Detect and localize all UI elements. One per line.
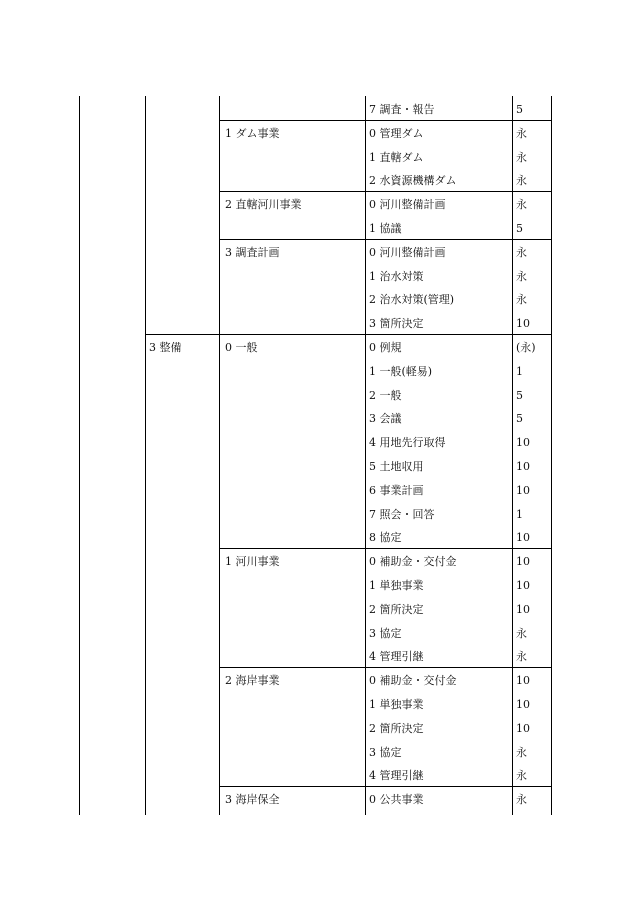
retention-period: 5	[516, 412, 523, 425]
row-separator	[219, 548, 552, 549]
column-divider	[79, 96, 80, 815]
retention-period: 永	[516, 746, 527, 759]
retention-period: 1	[516, 365, 523, 378]
retention-period: 永	[516, 769, 527, 782]
retention-period: 10	[516, 484, 530, 497]
item-label: 3 協定	[369, 627, 402, 640]
row-separator	[219, 191, 552, 192]
retention-period: 10	[516, 722, 530, 735]
item-label: 6 事業計画	[369, 484, 424, 497]
retention-period: 10	[516, 579, 530, 592]
retention-period: 10	[516, 555, 530, 568]
item-label: 0 補助金・交付金	[369, 674, 457, 687]
item-label: 4 用地先行取得	[369, 436, 446, 449]
retention-period: 永	[516, 793, 527, 806]
item-label: 2 一般	[369, 389, 402, 402]
retention-period: 永	[516, 198, 527, 211]
item-label: 0 補助金・交付金	[369, 555, 457, 568]
item-label: 1 一般(軽易)	[369, 365, 433, 378]
retention-period: 永	[516, 151, 527, 164]
item-label: 0 河川整備計画	[369, 198, 446, 211]
level3-label: 1 ダム事業	[225, 127, 280, 140]
level3-label: 3 海岸保全	[225, 793, 280, 806]
retention-period: 永	[516, 293, 527, 306]
item-label: 2 箇所決定	[369, 722, 424, 735]
item-label: 0 河川整備計画	[369, 246, 446, 259]
item-label: 3 協定	[369, 746, 402, 759]
retention-period: 5	[516, 389, 523, 402]
level3-label: 2 直轄河川事業	[225, 198, 302, 211]
item-label: 1 単独事業	[369, 579, 424, 592]
retention-period: 永	[516, 650, 527, 663]
retention-period: 5	[516, 103, 523, 116]
column-divider	[365, 96, 366, 815]
item-label: 8 協定	[369, 531, 402, 544]
item-label: 4 管理引継	[369, 650, 424, 663]
level3-label: 1 河川事業	[225, 555, 280, 568]
item-label: 3 会議	[369, 412, 402, 425]
item-label: 4 管理引継	[369, 769, 424, 782]
retention-period: 5	[516, 222, 523, 235]
level3-label: 0 一般	[225, 341, 258, 354]
item-label: 1 治水対策	[369, 270, 424, 283]
retention-period: 永	[516, 174, 527, 187]
retention-period: 10	[516, 698, 530, 711]
retention-period: 10	[516, 531, 530, 544]
retention-period: 永	[516, 127, 527, 140]
column-divider	[512, 96, 513, 815]
column-divider	[551, 96, 552, 815]
column-divider	[219, 96, 220, 815]
item-label: 1 直轄ダム	[369, 151, 424, 164]
retention-period: 10	[516, 603, 530, 616]
item-label: 3 箇所決定	[369, 317, 424, 330]
row-separator	[145, 334, 552, 335]
item-label: 0 公共事業	[369, 793, 424, 806]
item-label: 1 単独事業	[369, 698, 424, 711]
item-label: 2 水資源機構ダム	[369, 174, 457, 187]
item-label: 7 照会・回答	[369, 508, 435, 521]
item-label: 7 調査・報告	[369, 103, 435, 116]
item-label: 2 治水対策(管理)	[369, 293, 455, 306]
row-separator	[219, 667, 552, 668]
item-label: 1 協議	[369, 222, 402, 235]
retention-period: 1	[516, 508, 523, 521]
retention-period: 10	[516, 436, 530, 449]
retention-period: (永)	[516, 341, 536, 354]
level3-label: 2 海岸事業	[225, 674, 280, 687]
retention-period: 10	[516, 317, 530, 330]
row-separator	[219, 120, 552, 121]
retention-period: 10	[516, 460, 530, 473]
retention-period: 永	[516, 627, 527, 640]
column-divider	[145, 96, 146, 815]
retention-period: 10	[516, 674, 530, 687]
row-separator	[219, 786, 552, 787]
level3-label: 3 調査計画	[225, 246, 280, 259]
item-label: 5 土地収用	[369, 460, 424, 473]
retention-period: 永	[516, 270, 527, 283]
item-label: 0 管理ダム	[369, 127, 424, 140]
retention-period: 永	[516, 246, 527, 259]
item-label: 2 箇所決定	[369, 603, 424, 616]
row-separator	[219, 239, 552, 240]
item-label: 0 例規	[369, 341, 402, 354]
level2-label: 3 整備	[149, 341, 182, 354]
